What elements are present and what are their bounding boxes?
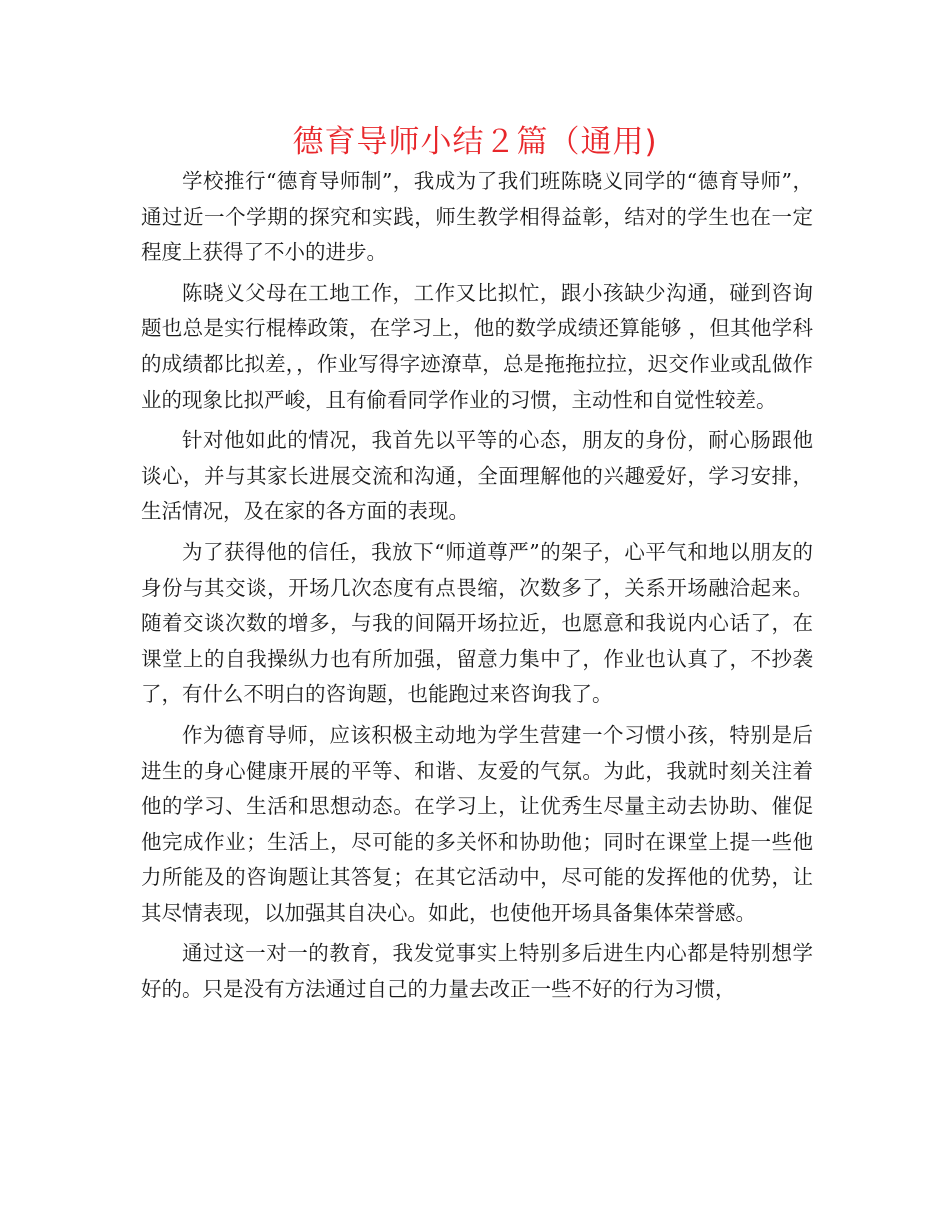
document-body <box>141 164 813 1013</box>
paragraph-3: 针对他如此的情况，我首先以平等的心态，朋友的身份，耐心肠跟他谈心，并与其家长进展交流和沟通，全面理解他的兴趣爱好，学习安排，生活情况，及在家的各方面的表现。 <box>141 428 813 524</box>
paragraph-5: 作为德育导师，应该积极主动地为学生营建一个习惯小孩，特别是后进生的身心健康开展的平等、和谐、友爱的气氛。为此，我就时刻关注着他的学习、生活和思想动态。在学习上，让优秀生尽量主动去协助、催促他完成作业；生活上，尽可能的多关怀和协助他；同时在课堂上提一些他力所能及的咨询题让其答复；在其它活动中，尽可能的发挥他的优势，让其尽情表现，以加强其自决心。如此，也使他开场具备集体荣誉感。 <box>141 722 813 925</box>
document-title: 德育导师小结２篇（通用) <box>292 124 658 160</box>
paragraph-1: 学校推行“德育导师制”，我成为了我们班陈晓义同学的“德育导师”，通过近一个学期的探究和实践，师生教学相得益彰，结对的学生也在一定程度上获得了不小的进步。 <box>141 169 813 265</box>
paragraph-6: 通过这一对一的教育，我发觉事实上特别多后进生内心都是特别想学好的。只是没有方法通过自己的力量去改正一些不好的行为习惯， <box>141 941 813 1002</box>
paragraph-2: 陈晓义父母在工地工作，工作又比拟忙，跟小孩缺少沟通，碰到咨询题也总是实行棍棒政策，在学习上，他的数学成绩还算能够 ，但其他学科的成绩都比拟差，，作业写得字迹潦草，总是拖拖拉拉，迟交作业或乱做作业的现象比拟严峻，且有偷看同学作业的习惯，主动性和自觉性较差。 <box>141 280 813 412</box>
paragraph-4: 为了获得他的信任，我放下“师道尊严”的架子，心平气和地以朋友的身份与其交谈，开场几次态度有点畏缩，次数多了，关系开场融洽起来。随着交谈次数的增多，与我的间隔开场拉近，也愿意和我说内心话了，在课堂上的自我操纵力也有所加强，留意力集中了，作业也认真了，不抄袭了，有什么不明白的咨询题，也能跑过来咨询我了。 <box>141 539 813 707</box>
